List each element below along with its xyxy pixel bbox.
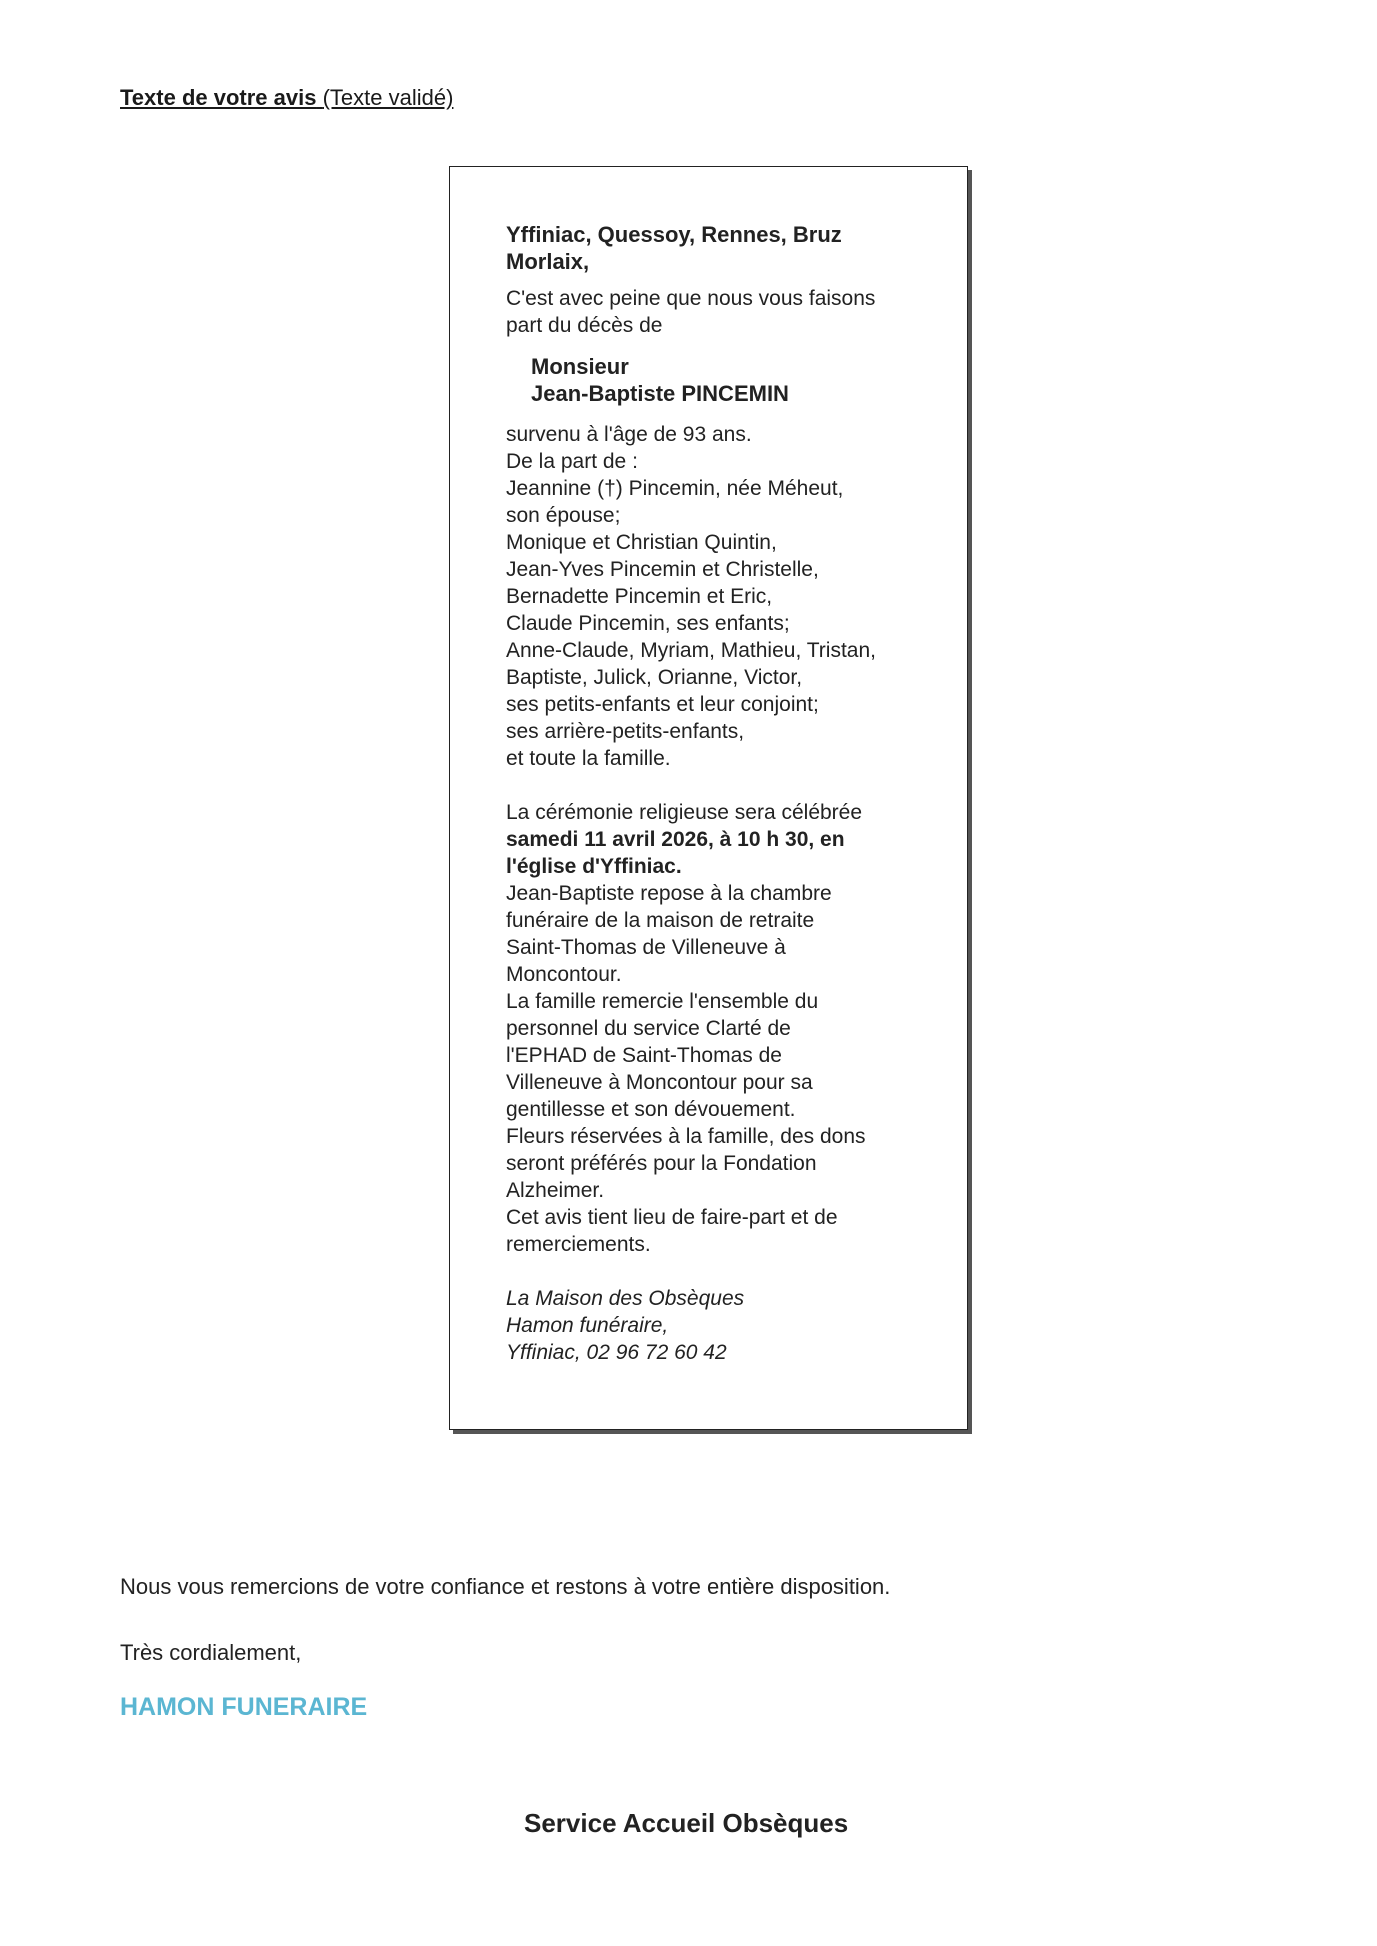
family-line: Jeannine (†) Pincemin, née Méheut,	[506, 477, 844, 500]
family-line: Bernadette Pincemin et Eric,	[506, 585, 773, 608]
family-line: Baptiste, Julick, Orianne, Victor,	[506, 666, 803, 689]
family-line: ses petits-enfants et leur conjoint;	[506, 693, 819, 716]
intro-line-2: part du décès de	[506, 314, 663, 337]
details-line: Cet avis tient lieu de faire-part et de	[506, 1206, 838, 1229]
ceremony-date: samedi 11 avril 2026, à 10 h 30, en	[506, 828, 845, 851]
family-line: Jean-Yves Pincemin et Christelle,	[506, 558, 819, 581]
details-line: Alzheimer.	[506, 1179, 605, 1202]
details-line: gentillesse et son dévouement.	[506, 1098, 796, 1121]
company-name: HAMON FUNERAIRE	[120, 1693, 368, 1721]
notice-signature	[506, 1285, 946, 1366]
details-line: personnel du service Clarté de	[506, 1017, 791, 1040]
heading-subtitle: (Texte validé)	[322, 85, 454, 110]
intro-line-1: C'est avec peine que nous vous faisons	[506, 287, 876, 310]
details-line: Saint-Thomas de Villeneuve à	[506, 936, 786, 959]
details-line: Fleurs réservées à la famille, des dons	[506, 1125, 866, 1148]
thanks-text: Nous vous remercions de votre confiance et restons à votre entière disposition.	[120, 1574, 891, 1599]
notice-places	[506, 221, 946, 275]
spacer	[506, 1258, 946, 1285]
signature-line: La Maison des Obsèques	[506, 1287, 745, 1310]
place-line-1: Yffiniac, Quessoy, Rennes, Bruz	[506, 222, 842, 247]
details-line: l'EPHAD de Saint-Thomas de	[506, 1044, 782, 1067]
regards-text: Très cordialement,	[120, 1640, 302, 1665]
details-line: Jean-Baptiste repose à la chambre	[506, 882, 832, 905]
ceremony-intro: La cérémonie religieuse sera célébrée	[506, 801, 863, 824]
family-line: ses arrière-petits-enfants,	[506, 720, 745, 743]
place-line-2: Morlaix,	[506, 249, 590, 274]
details-line: Villeneuve à Moncontour pour sa	[506, 1071, 813, 1094]
family-line: De la part de :	[506, 450, 638, 473]
ceremony-info	[506, 799, 946, 1258]
family-line: Anne-Claude, Myriam, Mathieu, Tristan,	[506, 639, 876, 662]
family-line: son épouse;	[506, 504, 621, 527]
family-line: Monique et Christian Quintin,	[506, 531, 777, 554]
family-line: et toute la famille.	[506, 747, 671, 770]
notice-intro	[506, 285, 946, 339]
details-line: Moncontour.	[506, 963, 622, 986]
notice-content	[506, 221, 946, 1366]
obituary-notice-box	[449, 166, 968, 1430]
details-line: La famille remercie l'ensemble du	[506, 990, 819, 1013]
name-line-1: Monsieur	[531, 354, 629, 379]
service-name: Service Accueil Obsèques	[524, 1808, 849, 1838]
name-line-2: Jean-Baptiste PINCEMIN	[531, 381, 789, 406]
ceremony-location: l'église d'Yffiniac.	[506, 855, 682, 878]
family-line: survenu à l'âge de 93 ans.	[506, 423, 752, 446]
family-list	[506, 421, 946, 772]
details-line: funéraire de la maison de retraite	[506, 909, 815, 932]
deceased-name	[531, 353, 946, 407]
heading-title: Texte de votre avis	[120, 85, 317, 110]
details-line: remerciements.	[506, 1233, 651, 1256]
family-line: Claude Pincemin, ses enfants;	[506, 612, 790, 635]
details-line: seront préférés pour la Fondation	[506, 1152, 817, 1175]
notice-heading	[120, 84, 453, 112]
signature-line: Hamon funéraire,	[506, 1314, 669, 1337]
spacer	[506, 772, 946, 799]
signature-line: Yffiniac, 02 96 72 60 42	[506, 1341, 727, 1364]
